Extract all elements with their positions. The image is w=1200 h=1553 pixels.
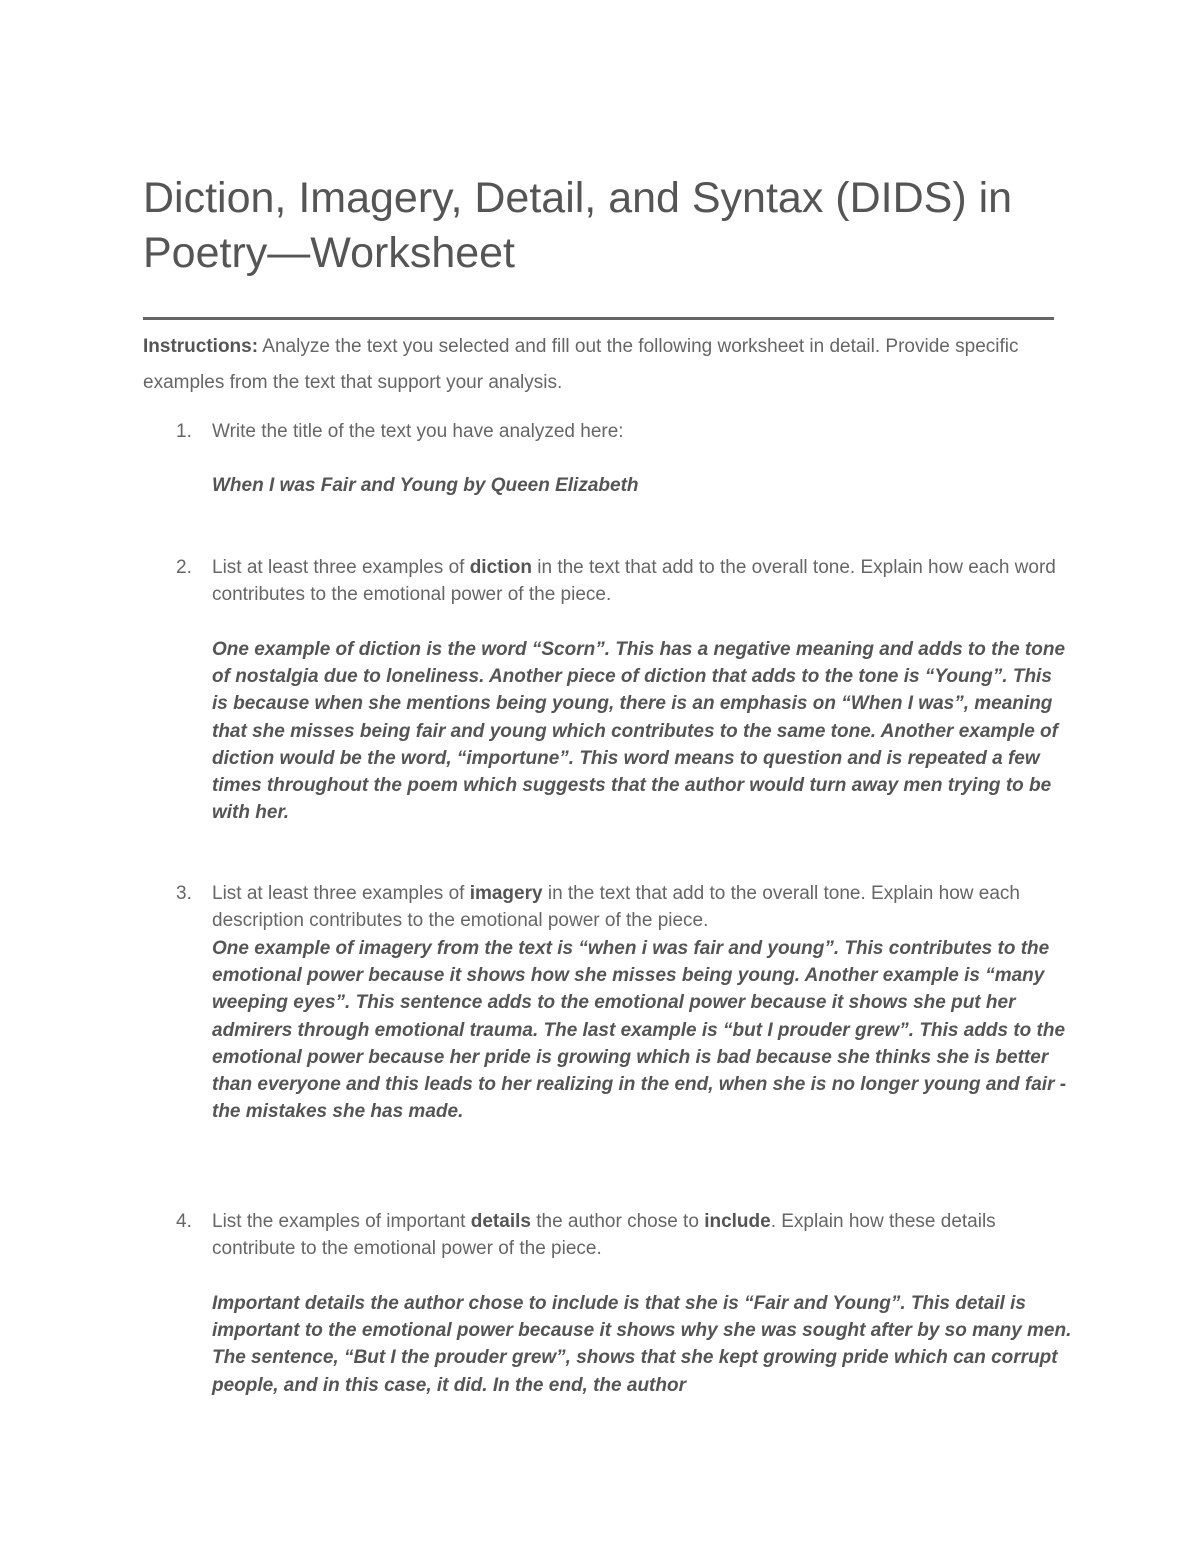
prompt-keyword: diction xyxy=(469,557,532,578)
prompt-text: . Explain how these details contribute to the emotional power of the piece. xyxy=(212,1211,996,1259)
question-prompt xyxy=(212,418,1067,445)
instructions-label: Instructions: xyxy=(143,336,259,357)
prompt-text: Write the title of the text you have analyzed here: xyxy=(212,421,624,442)
prompt-keyword: details xyxy=(470,1211,531,1232)
prompt-text: in the text that add to the overall tone. Explain how each description contributes to the emotional power of the piece. xyxy=(212,883,1020,931)
prompt-text: List the examples of important xyxy=(212,1211,471,1232)
question-number: 2. xyxy=(176,557,192,578)
prompt-text: List at least three examples of xyxy=(212,883,470,904)
question-number: 4. xyxy=(176,1211,192,1232)
question-prompt xyxy=(212,554,1067,608)
answer-text: When I was Fair and Young by Queen Elizabeth xyxy=(212,475,639,496)
prompt-text: List at least three examples of xyxy=(212,557,470,578)
answer-text: One example of diction is the word “Scorn”. This has a negative meaning and adds to the tone of nostalgia due to loneliness. Another piece of diction that adds to the tone is “Young”. This is because when she mentions being young, there is an emphasis on “When I was”, meaning that she misses being fair and young which contributes to the same tone. Another example of diction would be the word, “importune”. This word means to question and is repeated a few times throughout the poem which suggests that the author would turn away men trying to be with her. xyxy=(212,639,1066,824)
answer-text: Important details the author chose to include is that she is “Fair and Young”. This detail is important to the emotional power because it shows why she was sought after by so many men. The sentence, “But I the prouder grew”, shows that she kept growing pride which can corrupt people, and in this case, it did. In the end, the author xyxy=(212,1293,1072,1396)
prompt-text: the author chose to xyxy=(530,1211,705,1232)
instructions-text: Analyze the text you selected and fill out the following worksheet in detail. Provide specific examples from the text that support your analysis. xyxy=(143,336,1019,393)
question-prompt xyxy=(212,880,1067,934)
title-divider xyxy=(143,317,1054,320)
prompt-keyword: include xyxy=(704,1211,771,1232)
page-title: Diction, Imagery, Detail, and Syntax (DIDS) in Poetry—Worksheet xyxy=(143,174,1013,277)
question-number: 1. xyxy=(176,421,192,442)
question-number: 3. xyxy=(176,883,192,904)
question-prompt xyxy=(212,1208,1067,1262)
answer-text: One example of imagery from the text is “when i was fair and young”. This contributes to the emotional power because it shows how she misses being young. Another example is “many weeping eyes”. This sentence adds to the emotional power because it shows she put her admirers through emotional trauma. The last example is “but I prouder grew”. This adds to the emotional power because her pride is growing which is bad because she thinks she is better than everyone and this leads to her realizing in the end, when she is no longer young and fair - the mistakes she has made. xyxy=(212,938,1067,1123)
instructions-paragraph xyxy=(143,329,1048,401)
prompt-text: in the text that add to the overall tone. Explain how each word contributes to the emotional power of the piece. xyxy=(212,557,1056,605)
prompt-keyword: imagery xyxy=(469,883,543,904)
